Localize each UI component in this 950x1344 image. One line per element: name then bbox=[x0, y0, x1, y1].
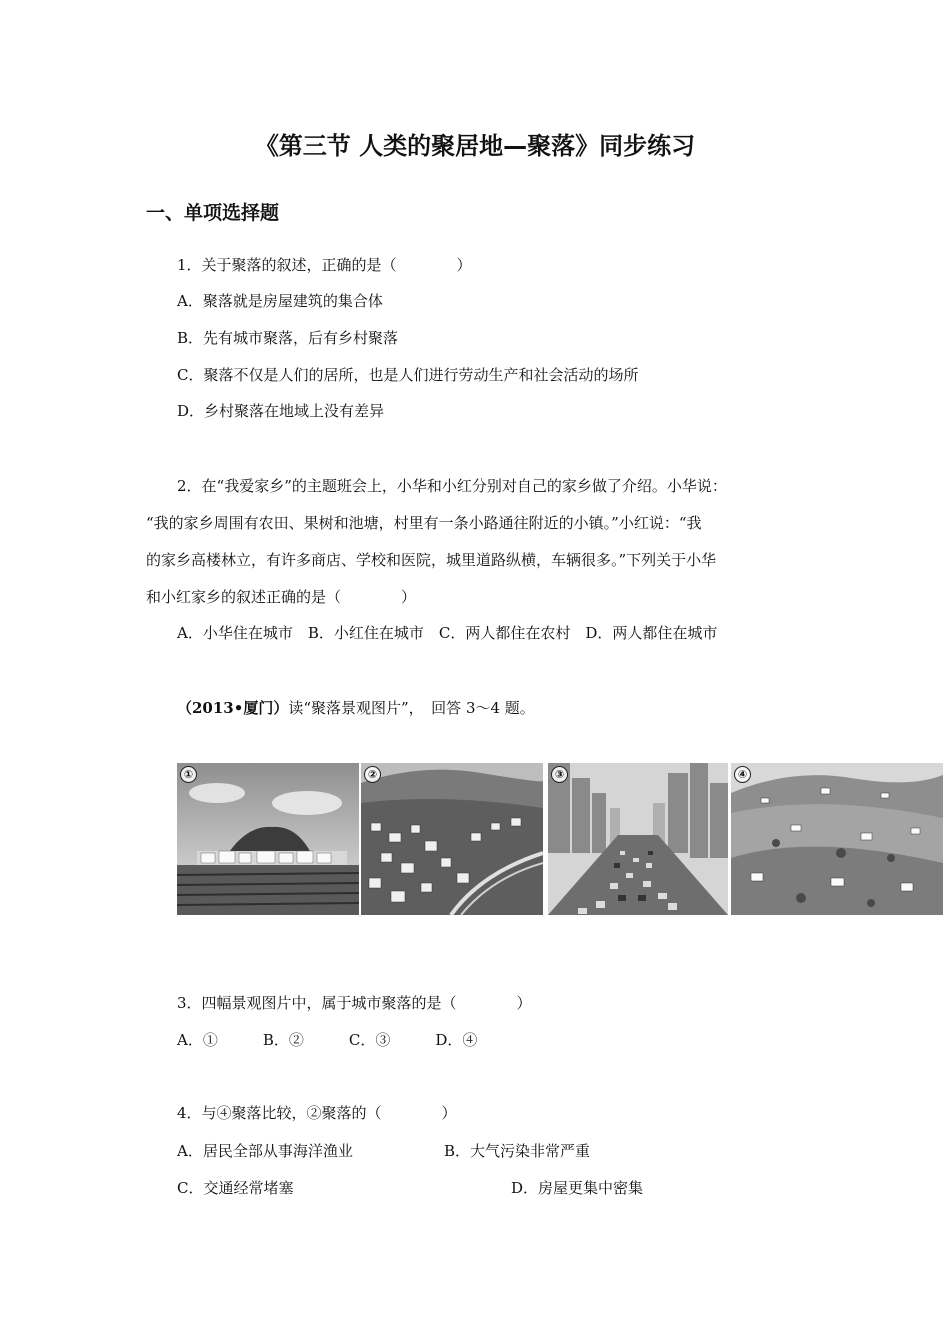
q4-option-c: C．交通经常堵塞 bbox=[177, 1179, 294, 1197]
q4-option-d: D．房屋更集中密集 bbox=[511, 1179, 644, 1197]
section-heading: 一、单项选择题 bbox=[146, 202, 280, 224]
reading-prompt bbox=[177, 697, 535, 718]
reading-text: 读“聚落景观图片”， 回答 3～4 题。 bbox=[288, 699, 535, 717]
q1-option-c: C．聚落不仅是人们的居所，也是人们进行劳动生产和社会活动的场所 bbox=[177, 366, 639, 384]
q2-options: A．小华住在城市 B．小红住在城市 C．两人都住在农村 D．两人都住在城市 bbox=[177, 624, 718, 642]
photo-label-1: ① bbox=[180, 766, 197, 783]
q2-line-4: 和小红家乡的叙述正确的是（ ） bbox=[146, 588, 417, 606]
q2-line-2: “我的家乡周围有农田、果树和池塘，村里有一条小路通往附近的小镇。”小红说：“我 bbox=[146, 514, 702, 532]
q2-line-1: 2．在“我爱家乡”的主题班会上，小华和小红分别对自己的家乡做了介绍。小华说： bbox=[177, 477, 727, 495]
photo-city-highway bbox=[548, 763, 728, 915]
photo-label-4: ④ bbox=[734, 766, 751, 783]
q1-option-d: D．乡村聚落在地域上没有差异 bbox=[177, 402, 385, 420]
photo-scattered-farmhouses bbox=[731, 763, 943, 915]
photo-hillside-town bbox=[361, 763, 543, 915]
q4-option-b: B．大气污染非常严重 bbox=[444, 1142, 591, 1160]
q1-stem: 1．关于聚落的叙述，正确的是（ ） bbox=[177, 256, 472, 274]
photo-label-2: ② bbox=[364, 766, 381, 783]
photo-rural-farmland bbox=[177, 763, 359, 915]
q4-stem: 4．与④聚落比较，②聚落的（ ） bbox=[177, 1104, 457, 1122]
settlement-photos bbox=[177, 763, 945, 915]
q1-option-a: A．聚落就是房屋建筑的集合体 bbox=[177, 292, 383, 310]
photo-label-3: ③ bbox=[551, 766, 568, 783]
q3-stem: 3．四幅景观图片中，属于城市聚落的是（ ） bbox=[177, 994, 532, 1012]
page-title: 《第三节 人类的聚居地—聚落》同步练习 bbox=[254, 132, 696, 160]
q2-line-3: 的家乡高楼林立，有许多商店、学校和医院，城里道路纵横，车辆很多。”下列关于小华 bbox=[146, 551, 717, 569]
q1-option-b: B．先有城市聚落，后有乡村聚落 bbox=[177, 329, 399, 347]
reading-source: （2013•厦门） bbox=[177, 699, 289, 717]
q4-option-a: A．居民全部从事海洋渔业 bbox=[177, 1142, 353, 1160]
q3-options: A．① B．② C．③ D．④ bbox=[177, 1031, 478, 1049]
